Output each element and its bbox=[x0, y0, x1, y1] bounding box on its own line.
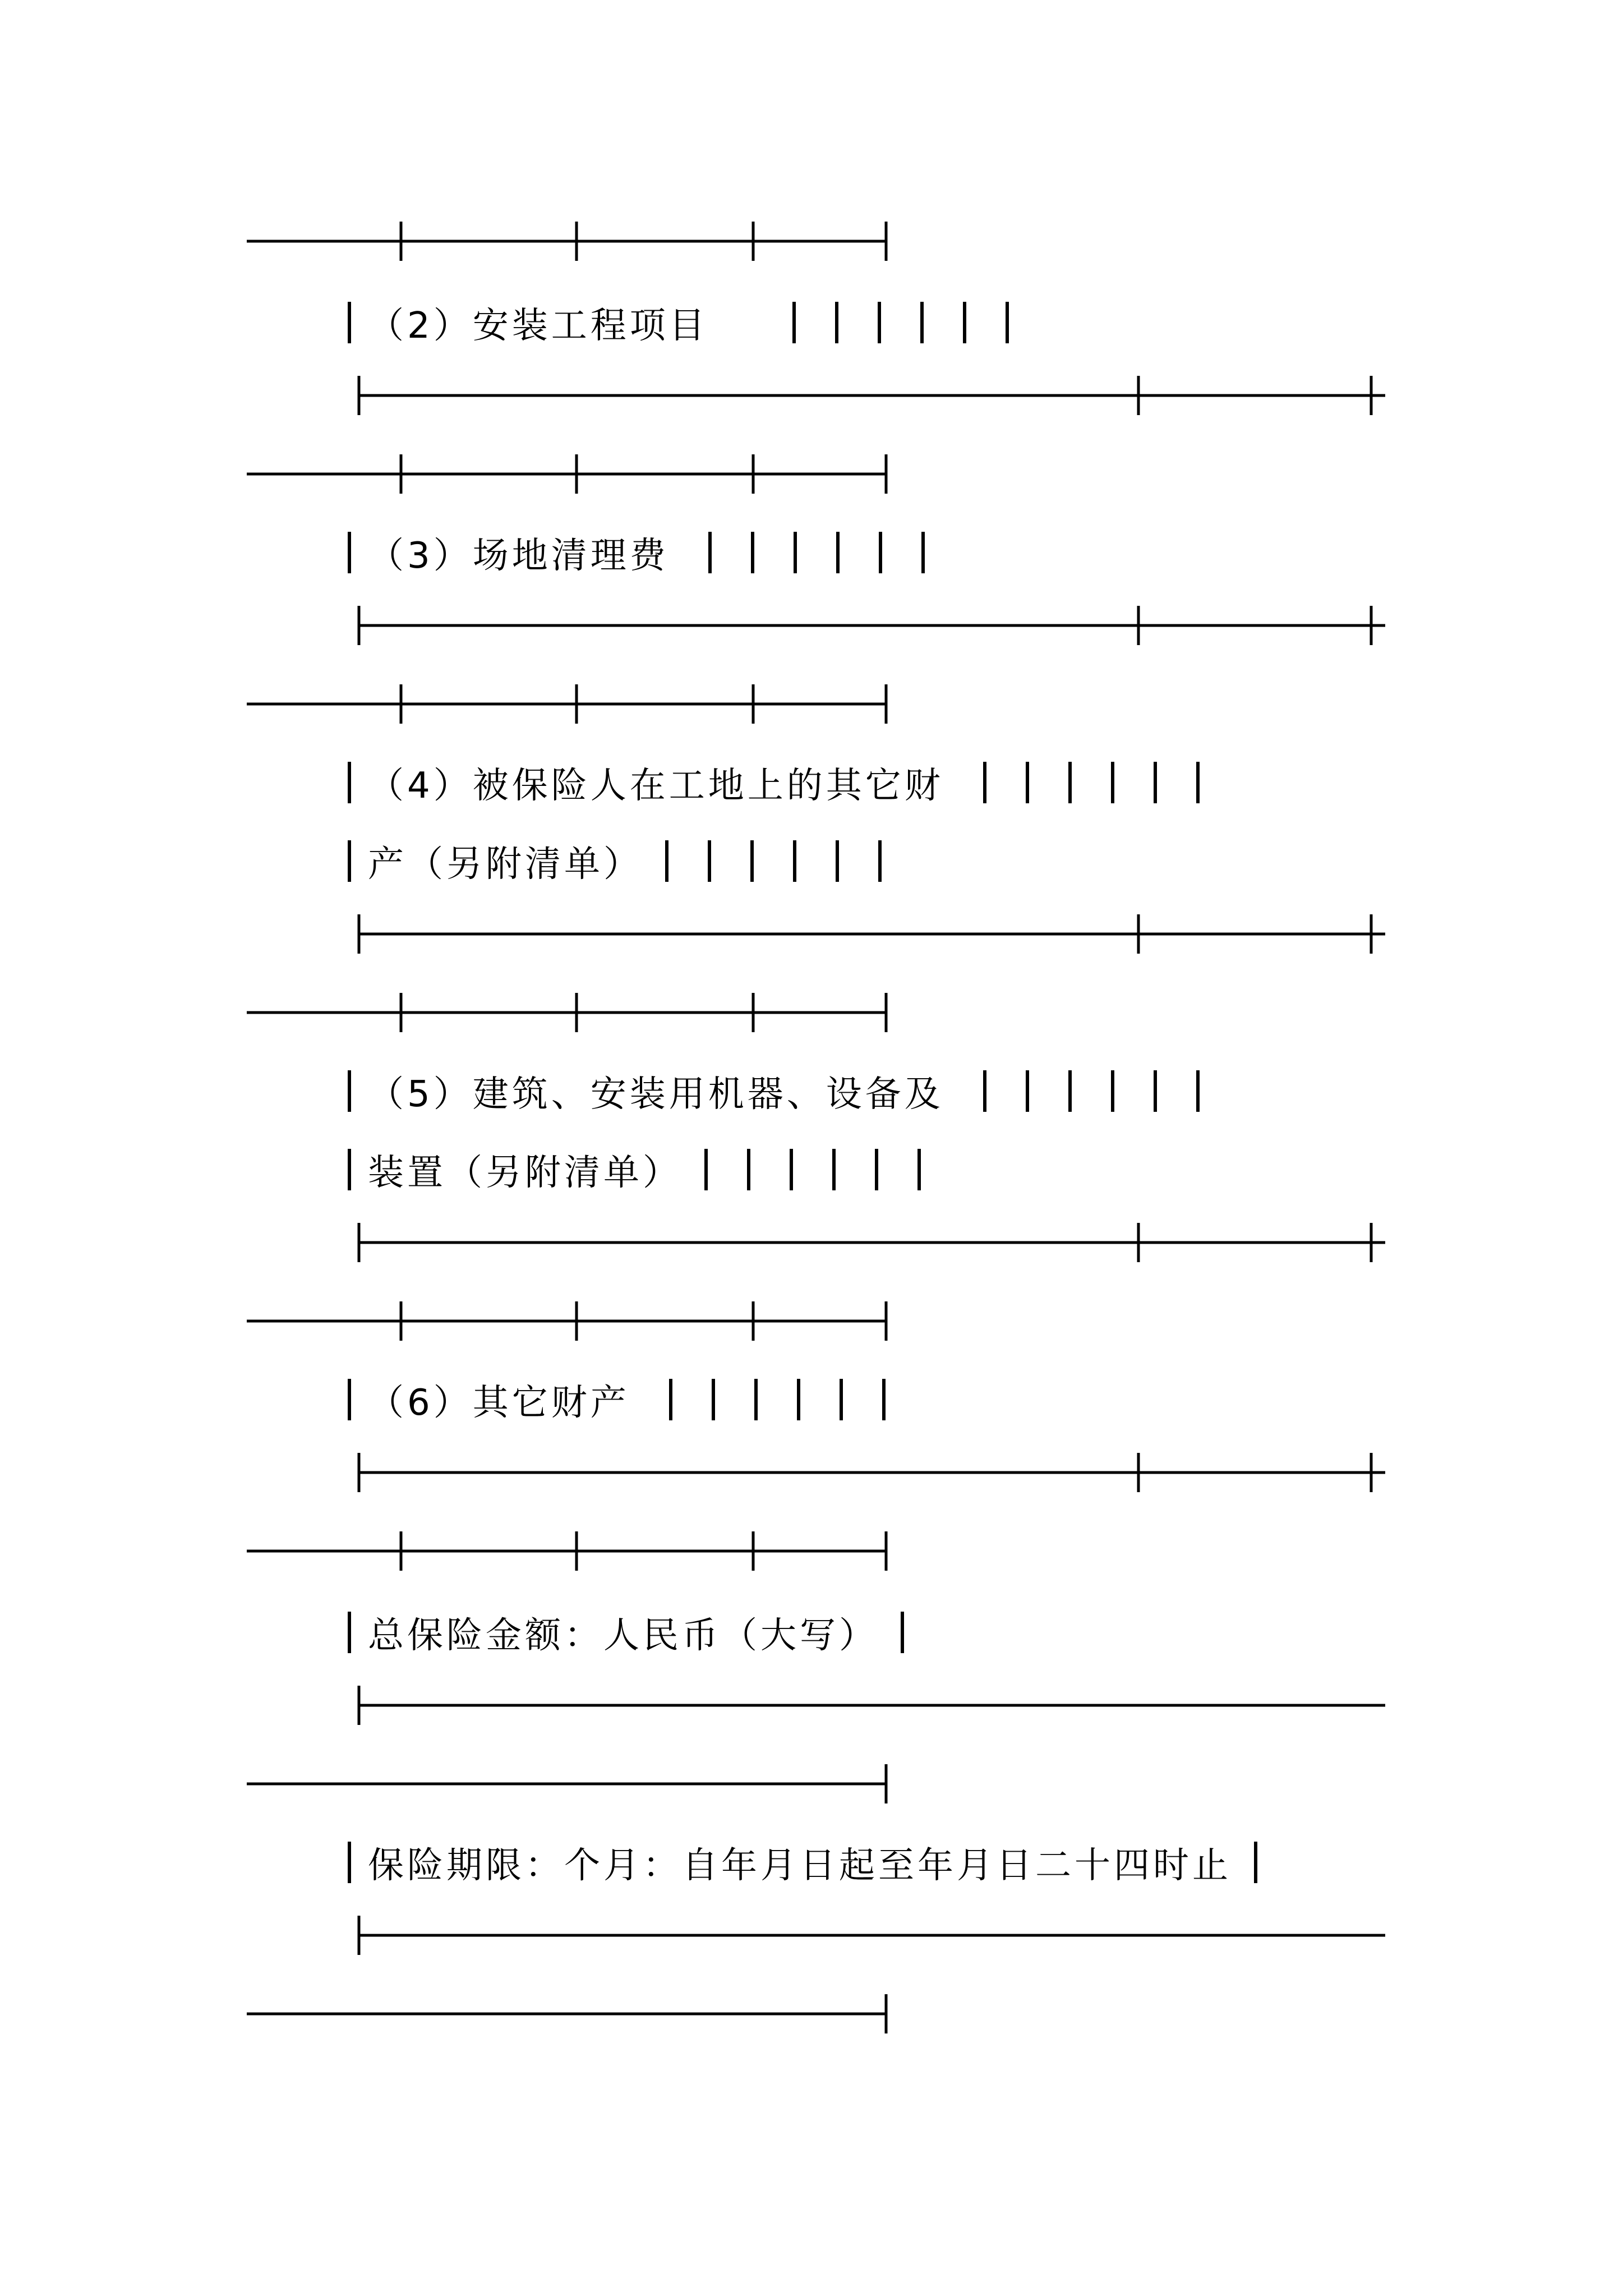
table-row bbox=[348, 292, 1048, 353]
table-row bbox=[348, 522, 964, 583]
separator-long bbox=[359, 1913, 1391, 1958]
separator-short bbox=[247, 1761, 892, 1806]
cell-borders bbox=[983, 1070, 1239, 1112]
table-border bbox=[348, 532, 351, 573]
separator-short bbox=[247, 990, 892, 1035]
separator-long bbox=[359, 912, 1391, 956]
cell-borders bbox=[792, 302, 1048, 343]
cell-borders bbox=[665, 840, 921, 882]
row-label: （6）其它财产 bbox=[368, 1382, 630, 1424]
table-row bbox=[348, 752, 1239, 813]
row-label: （5）建筑、安装用机器、设备及 bbox=[368, 1074, 944, 1115]
table-border bbox=[348, 1149, 351, 1190]
row-label: （4）被保险人在工地上的其它财 bbox=[368, 765, 944, 807]
separator-short bbox=[247, 452, 892, 496]
cell-borders bbox=[1254, 1842, 1297, 1883]
cell-borders bbox=[669, 1379, 925, 1420]
table-border bbox=[348, 1842, 351, 1883]
table-border bbox=[348, 762, 351, 803]
separator-long bbox=[359, 1220, 1391, 1265]
table-row bbox=[348, 1832, 1297, 1893]
separator-long bbox=[359, 1450, 1391, 1495]
table-border bbox=[348, 1612, 351, 1653]
table-border bbox=[348, 1070, 351, 1112]
separator-long bbox=[359, 603, 1391, 648]
table-row bbox=[348, 1369, 925, 1430]
table-row bbox=[348, 1139, 960, 1200]
separator-short bbox=[247, 219, 892, 264]
cell-borders bbox=[983, 762, 1239, 803]
row-label: 保险期限：个月：自年月日起至年月日二十四时止 bbox=[368, 1845, 1232, 1887]
cell-borders bbox=[901, 1612, 943, 1653]
table-row bbox=[348, 1060, 1239, 1122]
table-border bbox=[348, 840, 351, 882]
row-label: 产（另附清单） bbox=[368, 844, 643, 885]
table-row bbox=[348, 1602, 943, 1663]
row-label: 装置（另附清单） bbox=[368, 1152, 682, 1194]
row-label: 总保险金额：人民币（大写） bbox=[368, 1615, 878, 1657]
table-border bbox=[348, 302, 351, 343]
table-row bbox=[348, 830, 921, 892]
separator-long bbox=[359, 373, 1391, 418]
cell-borders bbox=[704, 1149, 960, 1190]
cell-borders bbox=[708, 532, 964, 573]
table-border bbox=[348, 1379, 351, 1420]
separator-short bbox=[247, 1299, 892, 1343]
separator-long bbox=[359, 1683, 1391, 1728]
separator-short bbox=[247, 1529, 892, 1573]
row-label: （2）安装工程项目 bbox=[368, 305, 708, 347]
row-label: （3）场地清理费 bbox=[368, 535, 669, 577]
separator-short bbox=[247, 682, 892, 726]
separator-short bbox=[247, 1991, 892, 2036]
